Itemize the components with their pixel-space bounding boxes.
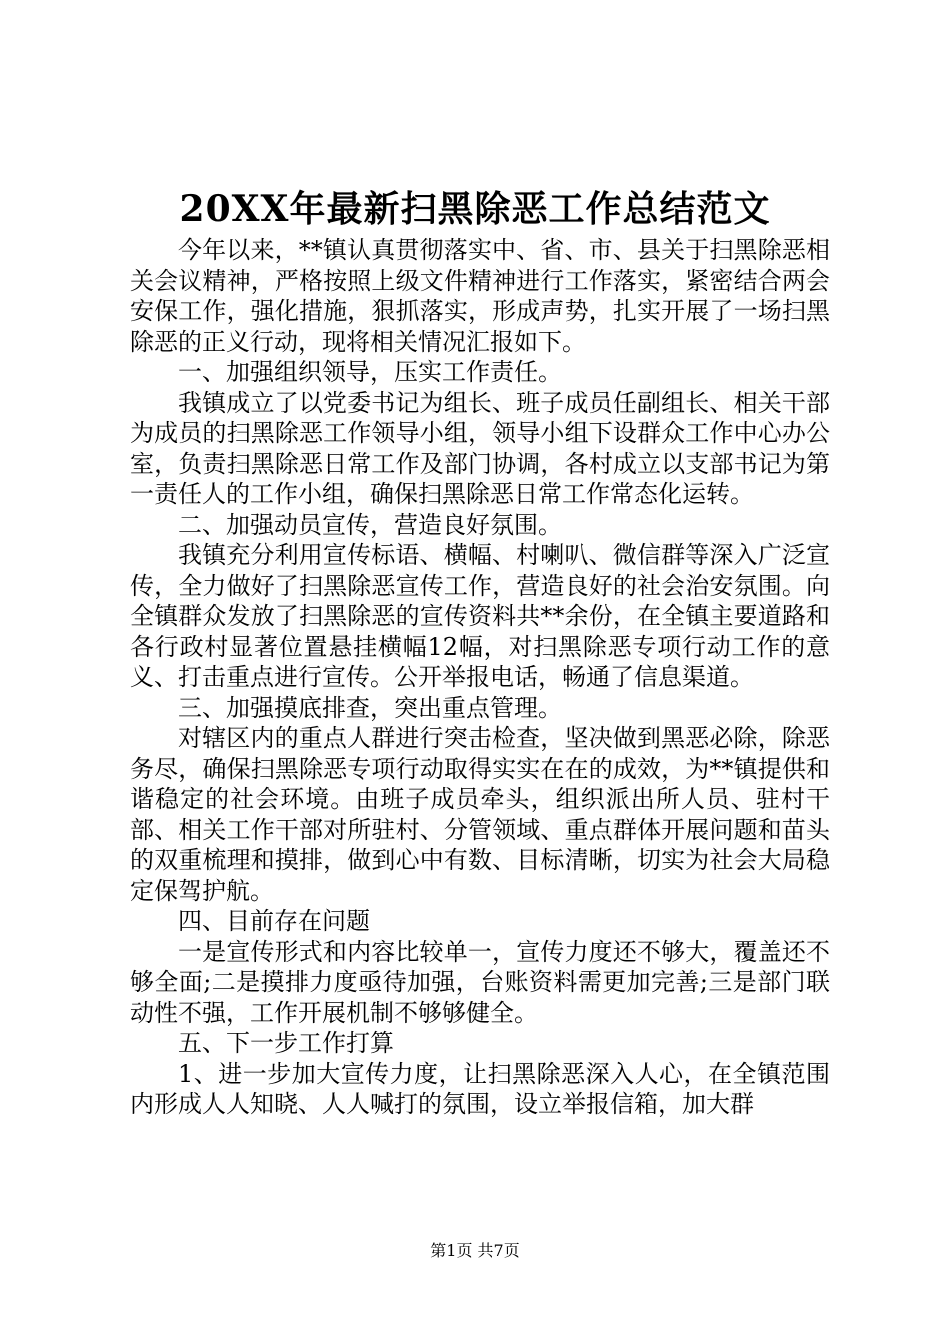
paragraph-section-2: 我镇充分利用宣传标语、横幅、村喇叭、微信群等深入广泛宣传，全力做好了扫黑除恶宣传工作，营造良好的社会治安氛围。向全镇群众发放了扫黑除恶的宣传资料共**余份，在全镇主要道路和各行政村显著位置悬挂横幅12幅，对扫黑除恶专项行动工作的意义、打击重点进行宣传。公开举报电话，畅通了信息渠道。 bbox=[130, 541, 830, 691]
paragraph-intro: 今年以来，**镇认真贯彻落实中、省、市、县关于扫黑除恶相关会议精神，严格按照上级文件精神进行工作落实，紧密结合两会安保工作，强化措施，狠抓落实，形成声势，扎实开展了一场扫黑除恶的正义行动，现将相关情况汇报如下。 bbox=[130, 236, 830, 356]
paragraph-section-1: 我镇成立了以党委书记为组长、班子成员任副组长、相关干部为成员的扫黑除恶工作领导小组，领导小组下设群众工作中心办公室，负责扫黑除恶日常工作及部门协调，各村成立以支部书记为第一责任人的工作小组，确保扫黑除恶日常工作常态化运转。 bbox=[130, 388, 830, 508]
heading-section-2: 二、加强动员宣传，营造良好氛围。 bbox=[178, 510, 562, 539]
paragraph-section-4: 一是宣传形式和内容比较单一，宣传力度还不够大，覆盖还不够全面;二是摸排力度亟待加强，台账资料需更加完善;三是部门联动性不强，工作开展机制不够够健全。 bbox=[130, 937, 830, 1027]
paragraph-section-3: 对辖区内的重点人群进行突击检查，坚决做到黑恶必除，除恶务尽，确保扫黑除恶专项行动取得实实在在的成效，为**镇提供和谐稳定的社会环境。由班子成员牵头，组织派出所人员、驻村干部、相关工作干部对所驻村、分管领域、重点群体开展问题和苗头的双重梳理和摸排，做到心中有数、目标清晰，切实为社会大局稳定保驾护航。 bbox=[130, 724, 830, 905]
document-title: 20XX年最新扫黑除恶工作总结范文 bbox=[179, 188, 771, 230]
heading-section-3: 三、加强摸底排查，突出重点管理。 bbox=[178, 693, 562, 722]
page-number-footer: 第1页 共7页 bbox=[430, 1241, 520, 1260]
paragraph-section-5: 1、进一步加大宣传力度，让扫黑除恶深入人心，在全镇范围内形成人人知晓、人人喊打的氛围，设立举报信箱，加大群 bbox=[130, 1059, 830, 1118]
heading-section-5: 五、下一步工作打算 bbox=[178, 1029, 394, 1057]
heading-section-4: 四、目前存在问题 bbox=[178, 907, 370, 935]
document-body bbox=[130, 235, 830, 1120]
heading-section-1: 一、加强组织领导，压实工作责任。 bbox=[178, 358, 562, 386]
